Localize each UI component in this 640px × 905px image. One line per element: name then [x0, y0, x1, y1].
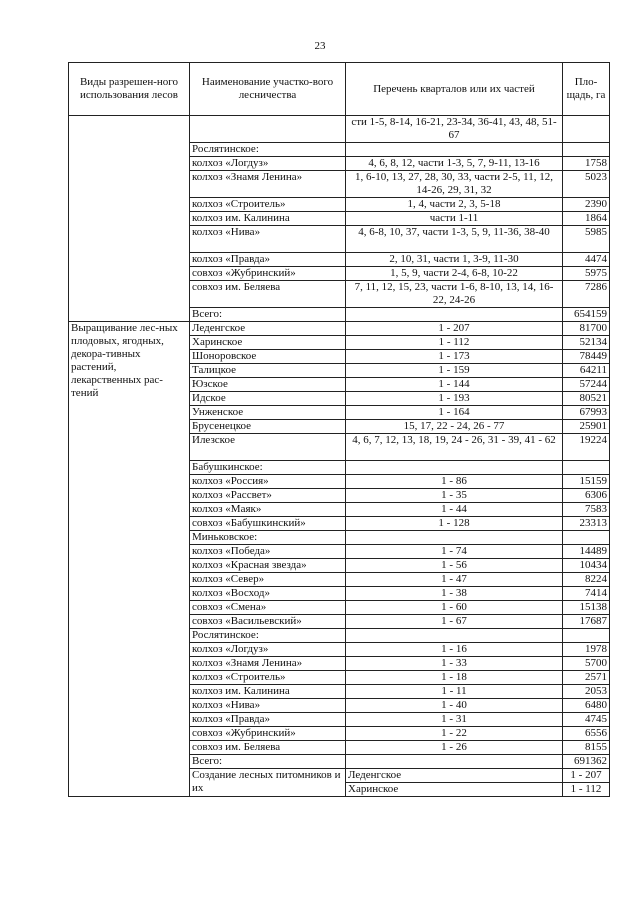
forestry-name-cell: Леденгское — [346, 769, 563, 783]
quarters-cell: 1 - 112 — [563, 783, 610, 797]
use-type-cell-empty — [69, 116, 190, 322]
table-row — [69, 116, 610, 143]
forestry-name-cell: Унженское — [190, 406, 346, 420]
quarters-cell: сти 1-5, 8-14, 16-21, 23-34, 36-41, 43, 48, 51-67 — [346, 116, 563, 143]
area-cell: 23313 — [563, 517, 610, 531]
area-cell: 7286 — [563, 281, 610, 308]
area-cell: 1758 — [563, 157, 610, 171]
quarters-cell: 1 - 11 — [346, 685, 563, 699]
area-cell: 81700 — [563, 322, 610, 336]
forestry-name-cell: колхоз «Маяк» — [190, 503, 346, 517]
quarters-cell: 2, 10, 31, части 1, 3-9, 11-30 — [346, 253, 563, 267]
quarters-cell: 1, 5, 9, части 2-4, 6-8, 10-22 — [346, 267, 563, 281]
forestry-name-cell: Харинское — [190, 336, 346, 350]
quarters-cell: 1 - 16 — [346, 643, 563, 657]
forestry-name-cell: колхоз «Нива» — [190, 699, 346, 713]
quarters-cell: 1 - 207 — [563, 769, 610, 783]
area-cell: 8224 — [563, 573, 610, 587]
area-cell: 2571 — [563, 671, 610, 685]
forestry-name-cell: совхоз «Жубринский» — [190, 727, 346, 741]
header-use-type: Виды разрешен-ного использования лесов — [69, 63, 190, 116]
area-cell — [563, 461, 610, 475]
quarters-cell: 1 - 128 — [346, 517, 563, 531]
quarters-cell: 1 - 144 — [346, 378, 563, 392]
area-cell: 78449 — [563, 350, 610, 364]
area-cell — [563, 143, 610, 157]
forestry-name-cell: колхоз «Логдуз» — [190, 643, 346, 657]
quarters-cell: 1 - 47 — [346, 573, 563, 587]
table-header-row — [69, 63, 610, 116]
quarters-cell: 1 - 35 — [346, 489, 563, 503]
forestry-name-cell: совхоз «Бабушкинский» — [190, 517, 346, 531]
area-cell: 8155 — [563, 741, 610, 755]
forestry-name-cell: колхоз «Логдуз» — [190, 157, 346, 171]
area-cell: 4474 — [563, 253, 610, 267]
quarters-cell: 1 - 173 — [346, 350, 563, 364]
area-cell: 6556 — [563, 727, 610, 741]
table-body — [69, 116, 610, 797]
area-cell: 57244 — [563, 378, 610, 392]
quarters-cell — [346, 461, 563, 475]
area-cell: 7583 — [563, 503, 610, 517]
forestry-name-cell: колхоз «Знамя Ленина» — [190, 657, 346, 671]
area-cell: 52134 — [563, 336, 610, 350]
area-cell: 10434 — [563, 559, 610, 573]
quarters-cell — [346, 308, 563, 322]
area-cell: 64211 — [563, 364, 610, 378]
forestry-name-cell: совхоз «Смена» — [190, 601, 346, 615]
quarters-cell: 1 - 44 — [346, 503, 563, 517]
quarters-cell: 7, 11, 12, 15, 23, части 1-6, 8-10, 13, 14, 16-22, 24-26 — [346, 281, 563, 308]
quarters-cell: 1 - 193 — [346, 392, 563, 406]
area-cell: 7414 — [563, 587, 610, 601]
forestry-name-cell: совхоз «Васильевский» — [190, 615, 346, 629]
forestry-name-cell: колхоз «Нива» — [190, 226, 346, 253]
area-cell: 5975 — [563, 267, 610, 281]
forestry-name-cell: колхоз «Победа» — [190, 545, 346, 559]
forestry-name-cell: колхоз «Строитель» — [190, 671, 346, 685]
forestry-name-cell — [190, 116, 346, 143]
forestry-name-cell: Идское — [190, 392, 346, 406]
area-cell: 14489 — [563, 545, 610, 559]
forestry-name-cell: колхоз «Россия» — [190, 475, 346, 489]
quarters-cell: 1 - 40 — [346, 699, 563, 713]
quarters-cell: 1, 6-10, 13, 27, 28, 30, 33, части 2-5, 11, 12, 14-26, 29, 31, 32 — [346, 171, 563, 198]
forestry-name-cell: Рослятинское: — [190, 629, 346, 643]
forestry-name-cell: колхоз им. Калинина — [190, 212, 346, 226]
area-cell: 67993 — [563, 406, 610, 420]
quarters-cell: 1 - 26 — [346, 741, 563, 755]
quarters-cell: 1 - 60 — [346, 601, 563, 615]
quarters-cell: 1 - 38 — [346, 587, 563, 601]
forestry-name-cell: совхоз «Жубринский» — [190, 267, 346, 281]
area-cell: 691362 — [563, 755, 610, 769]
forestry-name-cell: Всего: — [190, 308, 346, 322]
area-cell: 1864 — [563, 212, 610, 226]
quarters-cell: 15, 17, 22 - 24, 26 - 77 — [346, 420, 563, 434]
forestry-name-cell: колхоз «Правда» — [190, 713, 346, 727]
area-cell: 17687 — [563, 615, 610, 629]
area-cell: 6480 — [563, 699, 610, 713]
quarters-cell: 1 - 74 — [346, 545, 563, 559]
quarters-cell: 1 - 67 — [346, 615, 563, 629]
quarters-cell: 1 - 164 — [346, 406, 563, 420]
quarters-cell: 1 - 159 — [346, 364, 563, 378]
quarters-cell: 1 - 33 — [346, 657, 563, 671]
forestry-name-cell: колхоз «Рассвет» — [190, 489, 346, 503]
area-cell — [563, 629, 610, 643]
quarters-cell: 4, 6-8, 10, 37, части 1-3, 5, 9, 11-36, 38-40 — [346, 226, 563, 253]
quarters-cell — [346, 629, 563, 643]
forestry-name-cell: совхоз им. Беляева — [190, 281, 346, 308]
forestry-name-cell: Всего: — [190, 755, 346, 769]
forestry-name-cell: Рослятинское: — [190, 143, 346, 157]
forestry-name-cell: Илезское — [190, 434, 346, 461]
header-quarters-list: Перечень кварталов или их частей — [346, 63, 563, 116]
header-forestry-name: Наименование участко-вого лесничества — [190, 63, 346, 116]
quarters-cell — [346, 755, 563, 769]
quarters-cell: 1 - 56 — [346, 559, 563, 573]
area-cell: 654159 — [563, 308, 610, 322]
area-cell: 5985 — [563, 226, 610, 253]
forestry-name-cell: колхоз им. Калинина — [190, 685, 346, 699]
area-cell: 25901 — [563, 420, 610, 434]
quarters-cell: 1 - 18 — [346, 671, 563, 685]
forestry-name-cell: колхоз «Правда» — [190, 253, 346, 267]
area-cell: 15138 — [563, 601, 610, 615]
forestry-name-cell: Брусенецкое — [190, 420, 346, 434]
quarters-cell: 1 - 22 — [346, 727, 563, 741]
area-cell: 4745 — [563, 713, 610, 727]
area-cell: 2053 — [563, 685, 610, 699]
forestry-name-cell: колхоз «Красная звезда» — [190, 559, 346, 573]
forestry-name-cell: Миньковское: — [190, 531, 346, 545]
forestry-name-cell: колхоз «Север» — [190, 573, 346, 587]
quarters-cell: 4, 6, 7, 12, 13, 18, 19, 24 - 26, 31 - 39, 41 - 62 — [346, 434, 563, 461]
area-cell: 2390 — [563, 198, 610, 212]
forestry-name-cell: Бабушкинское: — [190, 461, 346, 475]
page-number: 23 — [314, 40, 326, 52]
area-cell: 1978 — [563, 643, 610, 657]
forestry-name-cell: Харинское — [346, 783, 563, 797]
quarters-cell: 1 - 86 — [346, 475, 563, 489]
quarters-cell: 1, 4, части 2, 3, 5-18 — [346, 198, 563, 212]
area-cell: 15159 — [563, 475, 610, 489]
area-cell — [563, 531, 610, 545]
forestry-name-cell: колхоз «Знамя Ленина» — [190, 171, 346, 198]
area-cell: 5700 — [563, 657, 610, 671]
forestry-name-cell: колхоз «Восход» — [190, 587, 346, 601]
use-type-cell: Выращивание лес-ных плодовых, ягодных, декора-тивных растений, лекарственных рас-тений — [69, 322, 190, 797]
forestry-name-cell: Юзское — [190, 378, 346, 392]
area-cell: 5023 — [563, 171, 610, 198]
area-cell: 6306 — [563, 489, 610, 503]
forestry-name-cell: колхоз «Строитель» — [190, 198, 346, 212]
quarters-cell — [346, 143, 563, 157]
quarters-cell: 1 - 207 — [346, 322, 563, 336]
quarters-cell: 4, 6, 8, 12, части 1-3, 5, 7, 9-11, 13-16 — [346, 157, 563, 171]
forestry-name-cell: Леденгское — [190, 322, 346, 336]
quarters-cell — [346, 531, 563, 545]
forestry-name-cell: совхоз им. Беляева — [190, 741, 346, 755]
quarters-cell: 1 - 31 — [346, 713, 563, 727]
use-type-cell: Создание лесных питомников и их — [190, 769, 346, 797]
area-cell: 80521 — [563, 392, 610, 406]
quarters-cell: 1 - 112 — [346, 336, 563, 350]
header-area: Пло-щадь, га — [563, 63, 610, 116]
forestry-name-cell: Талицкое — [190, 364, 346, 378]
forest-use-table — [68, 62, 610, 797]
area-cell — [563, 116, 610, 143]
table-row — [69, 322, 610, 336]
area-cell: 19224 — [563, 434, 610, 461]
forestry-name-cell: Шоноровское — [190, 350, 346, 364]
quarters-cell: части 1-11 — [346, 212, 563, 226]
